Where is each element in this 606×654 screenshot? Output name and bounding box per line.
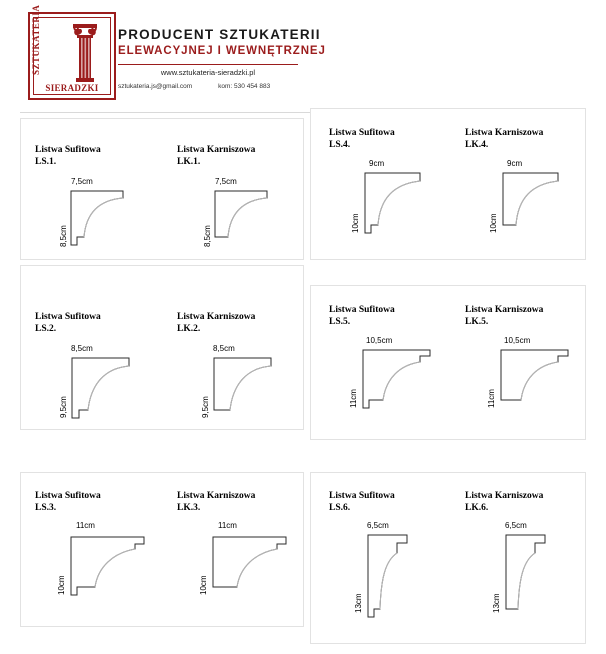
product-width-label: 6,5cm xyxy=(367,521,389,530)
product-panel-ls1-lk1 xyxy=(20,118,304,260)
company-email[interactable]: sztukateria.js@gmail.com xyxy=(118,83,193,90)
product-cell-lk3[interactable] xyxy=(163,473,305,628)
product-cell-ls4[interactable] xyxy=(311,109,449,261)
product-width-label: 11cm xyxy=(76,521,95,530)
header-divider-red xyxy=(118,64,298,65)
product-title-line2: LK.6. xyxy=(465,503,489,513)
product-cell-lk2[interactable] xyxy=(163,266,305,431)
product-title-line2: LK.2. xyxy=(177,324,201,334)
product-width-label: 7,5cm xyxy=(71,177,93,186)
product-width-label: 10,5cm xyxy=(366,336,393,345)
product-width-label: 10,5cm xyxy=(504,336,531,345)
product-width-label: 7,5cm xyxy=(215,177,237,186)
product-cell-lk6[interactable] xyxy=(449,473,587,645)
logo-bottom-text: SIERADZKI xyxy=(45,83,99,93)
product-cell-lk5[interactable] xyxy=(449,286,587,441)
product-height-label: 13cm xyxy=(492,593,501,613)
product-height-label: 10cm xyxy=(351,213,360,233)
product-height-label: 9,5cm xyxy=(201,396,210,418)
product-width-label: 9cm xyxy=(507,159,523,168)
product-height-label: 13cm xyxy=(354,593,363,613)
product-width-label: 9cm xyxy=(369,159,385,168)
product-title-line2: LK.3. xyxy=(177,503,201,513)
product-title-line2: LK.1. xyxy=(177,157,201,167)
product-title-line2: LS.2. xyxy=(35,324,57,334)
product-title-line1: Listwa Sufitowa xyxy=(35,145,101,155)
product-title-line2: LS.3. xyxy=(35,503,57,513)
product-title-line2: LS.1. xyxy=(35,157,57,167)
logo-vertical-text: SZTUKATERIA xyxy=(31,4,41,75)
company-tagline-line1: PRODUCENT SZTUKATERII xyxy=(118,27,321,42)
product-title-line1: Listwa Sufitowa xyxy=(329,491,395,501)
product-width-label: 8,5cm xyxy=(71,344,93,353)
profile-drawing-lk6 xyxy=(499,533,555,621)
profile-drawing-ls3 xyxy=(64,535,148,601)
product-cell-lk1[interactable] xyxy=(163,119,305,261)
company-website[interactable]: www.sztukateria-sieradzki.pl xyxy=(160,68,256,77)
company-logo xyxy=(28,4,116,100)
profile-drawing-lk2 xyxy=(207,356,277,424)
product-width-label: 8,5cm xyxy=(213,344,235,353)
product-cell-ls2[interactable] xyxy=(21,266,163,431)
profile-drawing-ls4 xyxy=(358,171,424,237)
product-width-label: 11cm xyxy=(218,521,237,530)
product-cell-lk4[interactable] xyxy=(449,109,587,261)
profile-drawing-ls1 xyxy=(65,189,127,251)
product-title-line1: Listwa Sufitowa xyxy=(35,491,101,501)
product-panel-ls5-lk5 xyxy=(310,285,586,440)
profile-drawing-lk1 xyxy=(209,189,271,251)
product-panel-ls3-lk3 xyxy=(20,472,304,627)
product-panel-ls2-lk2 xyxy=(20,265,304,430)
product-title-line1: Listwa Sufitowa xyxy=(329,128,395,138)
company-phone: kom: 530 454 883 xyxy=(218,83,271,90)
product-title-line2: LS.4. xyxy=(329,140,351,150)
product-height-label: 10cm xyxy=(57,575,66,595)
product-title-line1: Listwa Sufitowa xyxy=(329,305,395,315)
product-title-line1: Listwa Karniszowa xyxy=(177,312,256,322)
product-width-label: 6,5cm xyxy=(505,521,527,530)
product-title-line1: Listwa Sufitowa xyxy=(35,312,101,322)
profile-drawing-ls6 xyxy=(361,533,417,621)
product-cell-ls6[interactable] xyxy=(311,473,449,645)
profile-drawing-lk3 xyxy=(206,535,290,601)
product-height-label: 8,5cm xyxy=(59,225,68,247)
profile-drawing-ls5 xyxy=(356,348,434,414)
product-height-label: 10cm xyxy=(199,575,208,595)
product-title-line2: LK.5. xyxy=(465,317,489,327)
profile-drawing-ls2 xyxy=(65,356,135,424)
product-title-line1: Listwa Karniszowa xyxy=(465,128,544,138)
profile-drawing-lk4 xyxy=(496,171,562,237)
product-title-line1: Listwa Karniszowa xyxy=(177,491,256,501)
product-height-label: 10cm xyxy=(489,213,498,233)
product-title-line2: LS.5. xyxy=(329,317,351,327)
product-title-line1: Listwa Karniszowa xyxy=(465,305,544,315)
product-title-line1: Listwa Karniszowa xyxy=(465,491,544,501)
page-header xyxy=(0,0,606,113)
product-height-label: 9,5cm xyxy=(59,396,68,418)
product-cell-ls5[interactable] xyxy=(311,286,449,441)
product-cell-ls1[interactable] xyxy=(21,119,163,261)
profile-drawing-lk5 xyxy=(494,348,572,414)
company-contact xyxy=(118,83,348,90)
company-tagline-line2: ELEWACYJNEJ I WEWNĘTRZNEJ xyxy=(118,45,326,57)
product-title-line1: Listwa Karniszowa xyxy=(177,145,256,155)
product-panel-ls4-lk4 xyxy=(310,108,586,260)
product-height-label: 11cm xyxy=(487,389,496,408)
product-title-line2: LS.6. xyxy=(329,503,351,513)
product-panel-ls6-lk6 xyxy=(310,472,586,644)
product-height-label: 8,5cm xyxy=(203,225,212,247)
product-height-label: 11cm xyxy=(349,389,358,408)
product-title-line2: LK.4. xyxy=(465,140,489,150)
product-cell-ls3[interactable] xyxy=(21,473,163,628)
